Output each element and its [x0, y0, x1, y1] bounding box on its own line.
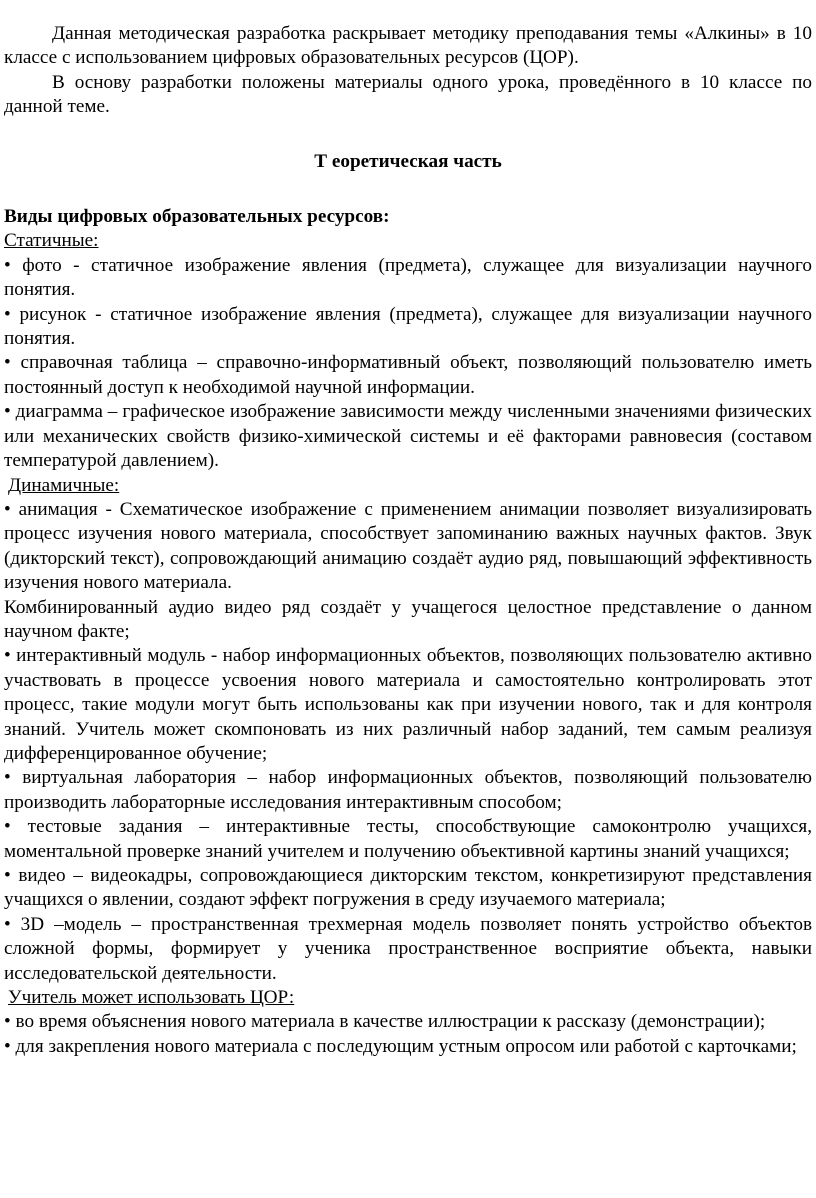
static-heading-text: Статичные:	[4, 230, 99, 252]
teacher-item-explanation: • во время объяснения нового материала в качестве иллюстрации к рассказу (демонстрации);	[4, 1011, 766, 1033]
static-item-table: • справочная таблица – справочно-информативный объект, позволяющий пользователю иметь постоянный доступ к необходимой научной информации.	[4, 352, 812, 398]
dynamic-item-combined: Комбинированный аудио видео ряд создаёт у учащегося целостное представление о данном научном факте;	[4, 596, 812, 642]
dynamic-item-video: • видео – видеокадры, сопровождающиеся дикторским текстом, конкретизируют представления учащихся о явлении, создают эффект погружения в среду изучаемого материала;	[4, 865, 812, 911]
dynamic-item-virtual-lab: • виртуальная лаборатория – набор информационных объектов, позволяющий пользователю производить лабораторные исследования интерактивным способом;	[4, 767, 812, 813]
types-heading: Виды цифровых образовательных ресурсов:	[4, 206, 390, 228]
dynamic-heading-text: Динамичные:	[8, 474, 120, 496]
dynamic-item-tests: • тестовые задания – интерактивные тесты, способствующие самоконтролю учащихся, моментальной проверке знаний учителем и получению объективной картины знаний учащихся;	[4, 816, 812, 862]
static-item-drawing: • рисунок - статичное изображение явления (предмета), служащее для визуализации научного понятия.	[4, 303, 812, 350]
dynamic-item-3d-model: • 3D –модель – пространственная трехмерная модель позволяет понять устройство объектов сложной формы, формирует у ученика пространственное восприятие объекта, навыки исследовательской деятельности.	[4, 913, 812, 984]
dynamic-heading	[4, 474, 812, 498]
static-heading	[4, 229, 812, 253]
intro-paragraph-1: Данная методическая разработка раскрывает методику преподавания темы «Алкины» в 10 классе с использованием цифровых образовательных ресурсов (ЦОР).	[4, 23, 812, 69]
teacher-heading	[4, 986, 812, 1010]
dynamic-item-interactive-module: • интерактивный модуль - набор информационных объектов, позволяющих пользователю активно участвовать в процессе усвоения нового материала и самостоятельно контролировать этот процесс, такие модули могут быть использованы как при изучении нового, так и для контроля знаний. Учитель может скомпоновать из них различный набор заданий, тем самым реализуя дифференцированное обучение;	[4, 645, 812, 764]
teacher-item-reinforcement: • для закрепления нового материала с последующим устным опросом или работой с карточками;	[4, 1035, 797, 1057]
intro-paragraph-2: В основу разработки положены материалы одного урока, проведённого в 10 классе по данной теме.	[4, 71, 812, 118]
dynamic-item-animation: • анимация - Схематическое изображение с применением анимации позволяет визуализировать процесс изучения нового материала, способствует запоминанию важных научных фактов. Звук (дикторский текст), сопровождающий анимацию создаёт аудио ряд, повышающий эффективность изучения нового материала.	[4, 498, 812, 594]
static-item-photo: • фото - статичное изображение явления (предмета), служащее для визуализации научного понятия.	[4, 254, 812, 301]
section-title: Т еоретическая часть	[314, 150, 502, 172]
teacher-heading-text: Учитель может использовать ЦОР:	[8, 987, 295, 1009]
static-item-diagram: • диаграмма – графическое изображение зависимости между численными значениями физических или механических свойств физико-химической системы и её факторами равновесия (составом температурой давлением).	[4, 401, 812, 472]
